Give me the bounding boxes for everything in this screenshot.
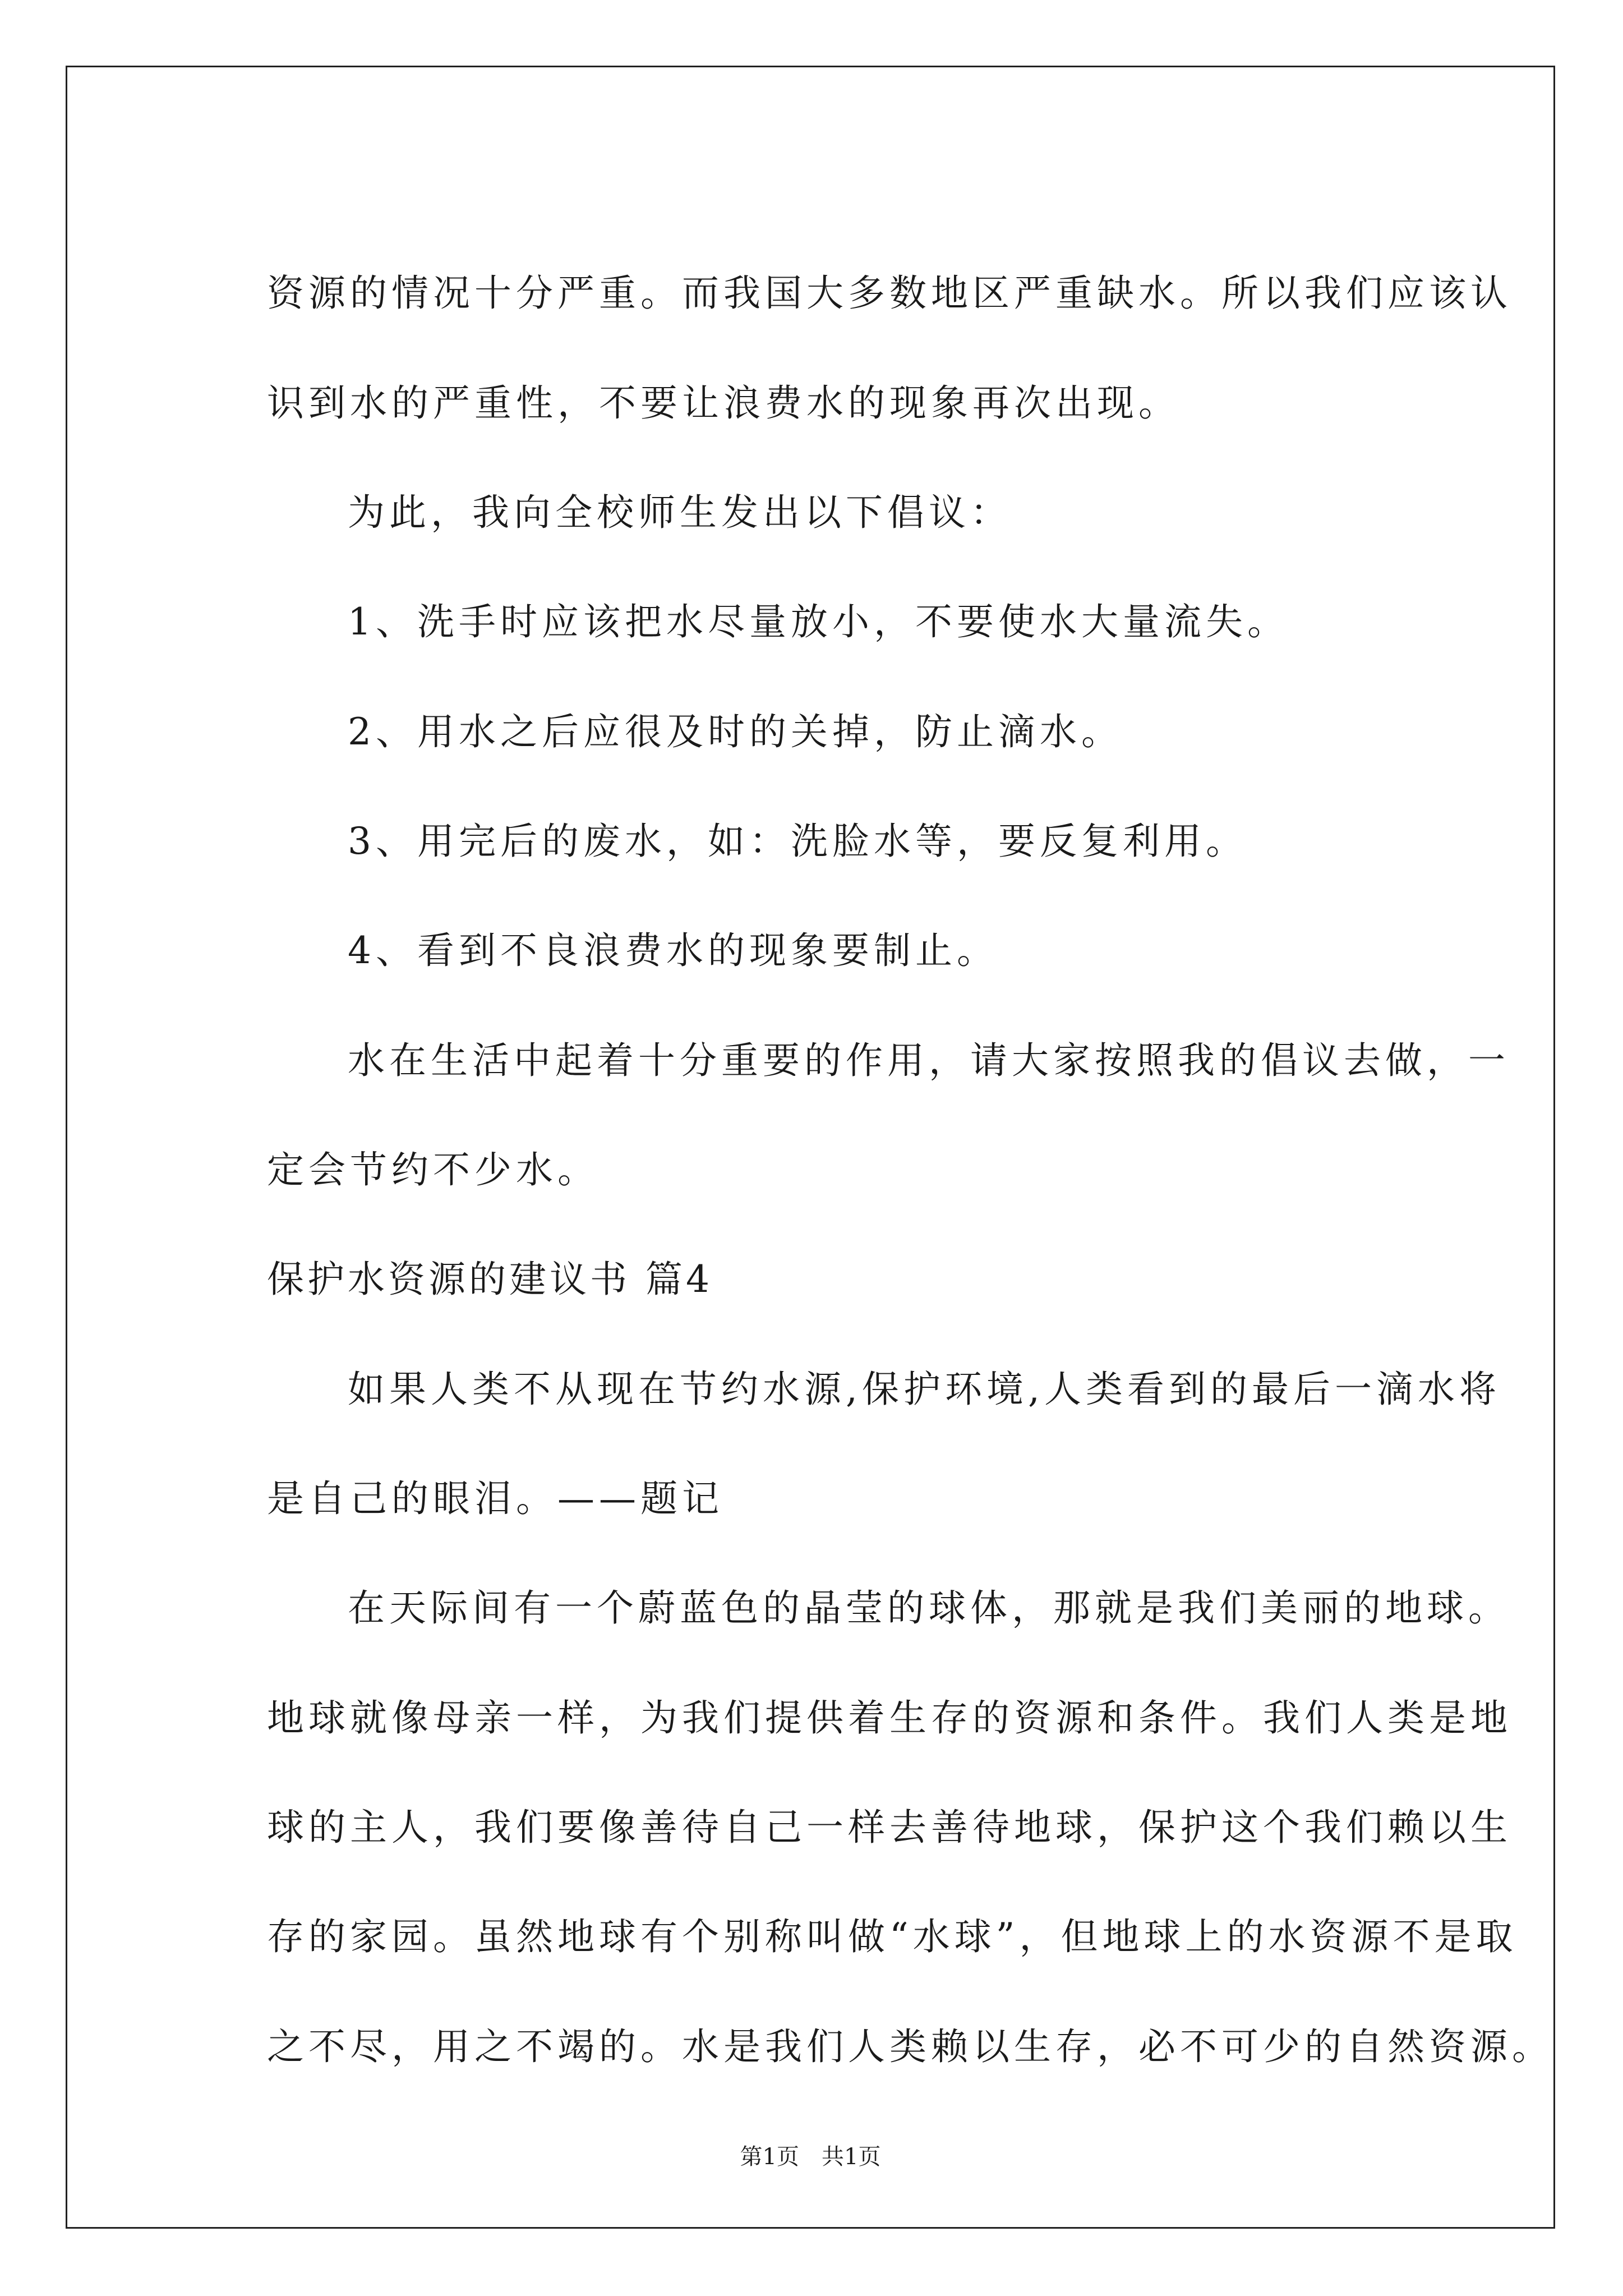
- page-frame: [66, 66, 1555, 2229]
- paragraph-line: 在天际间有一个蔚蓝色的晶莹的球体，那就是我们美丽的地球。: [348, 1586, 1510, 1630]
- paragraph-line: 如果人类不从现在节约水源,保护环境,人类看到的最后一滴水将: [348, 1368, 1501, 1411]
- list-item: 1、洗手时应该把水尽量放小，不要使水大量流失。: [348, 600, 1289, 643]
- paragraph-line: 为此，我向全校师生发出以下倡议：: [348, 491, 1012, 534]
- section-heading: 保护水资源的建议书 篇4: [267, 1258, 713, 1301]
- list-item: 2、用水之后应很及时的关掉，防止滴水。: [348, 710, 1123, 753]
- paragraph-line: 水在生活中起着十分重要的作用，请大家按照我的倡议去做，一: [348, 1039, 1510, 1082]
- paragraph-line: 识到水的严重性，不要让浪费水的现象再次出现。: [267, 381, 1180, 425]
- paragraph-line: 定会节约不少水。: [267, 1148, 599, 1191]
- paragraph-line: 地球就像母亲一样，为我们提供着生存的资源和条件。我们人类是地: [267, 1696, 1512, 1740]
- paragraph-line: 球的主人，我们要像善待自己一样去善待地球，保护这个我们赖以生: [267, 1806, 1512, 1849]
- paragraph-line: 之不尽，用之不竭的。水是我们人类赖以生存，必不可少的自然资源。: [267, 2025, 1553, 2068]
- list-item: 3、用完后的废水，如：洗脸水等，要反复利用。: [348, 820, 1247, 863]
- document-body: [67, 67, 1553, 2227]
- paragraph-line: 存的家园。虽然地球有个别称叫做“水球”，但地球上的水资源不是取: [267, 1915, 1518, 1958]
- list-item: 4、看到不良浪费水的现象要制止。: [348, 929, 998, 972]
- paragraph-line: 资源的情况十分严重。而我国大多数地区严重缺水。所以我们应该认: [267, 272, 1512, 315]
- page-footer: 第1页 共1页: [740, 2144, 881, 2170]
- paragraph-line: 是自己的眼泪。——题记: [267, 1477, 723, 1520]
